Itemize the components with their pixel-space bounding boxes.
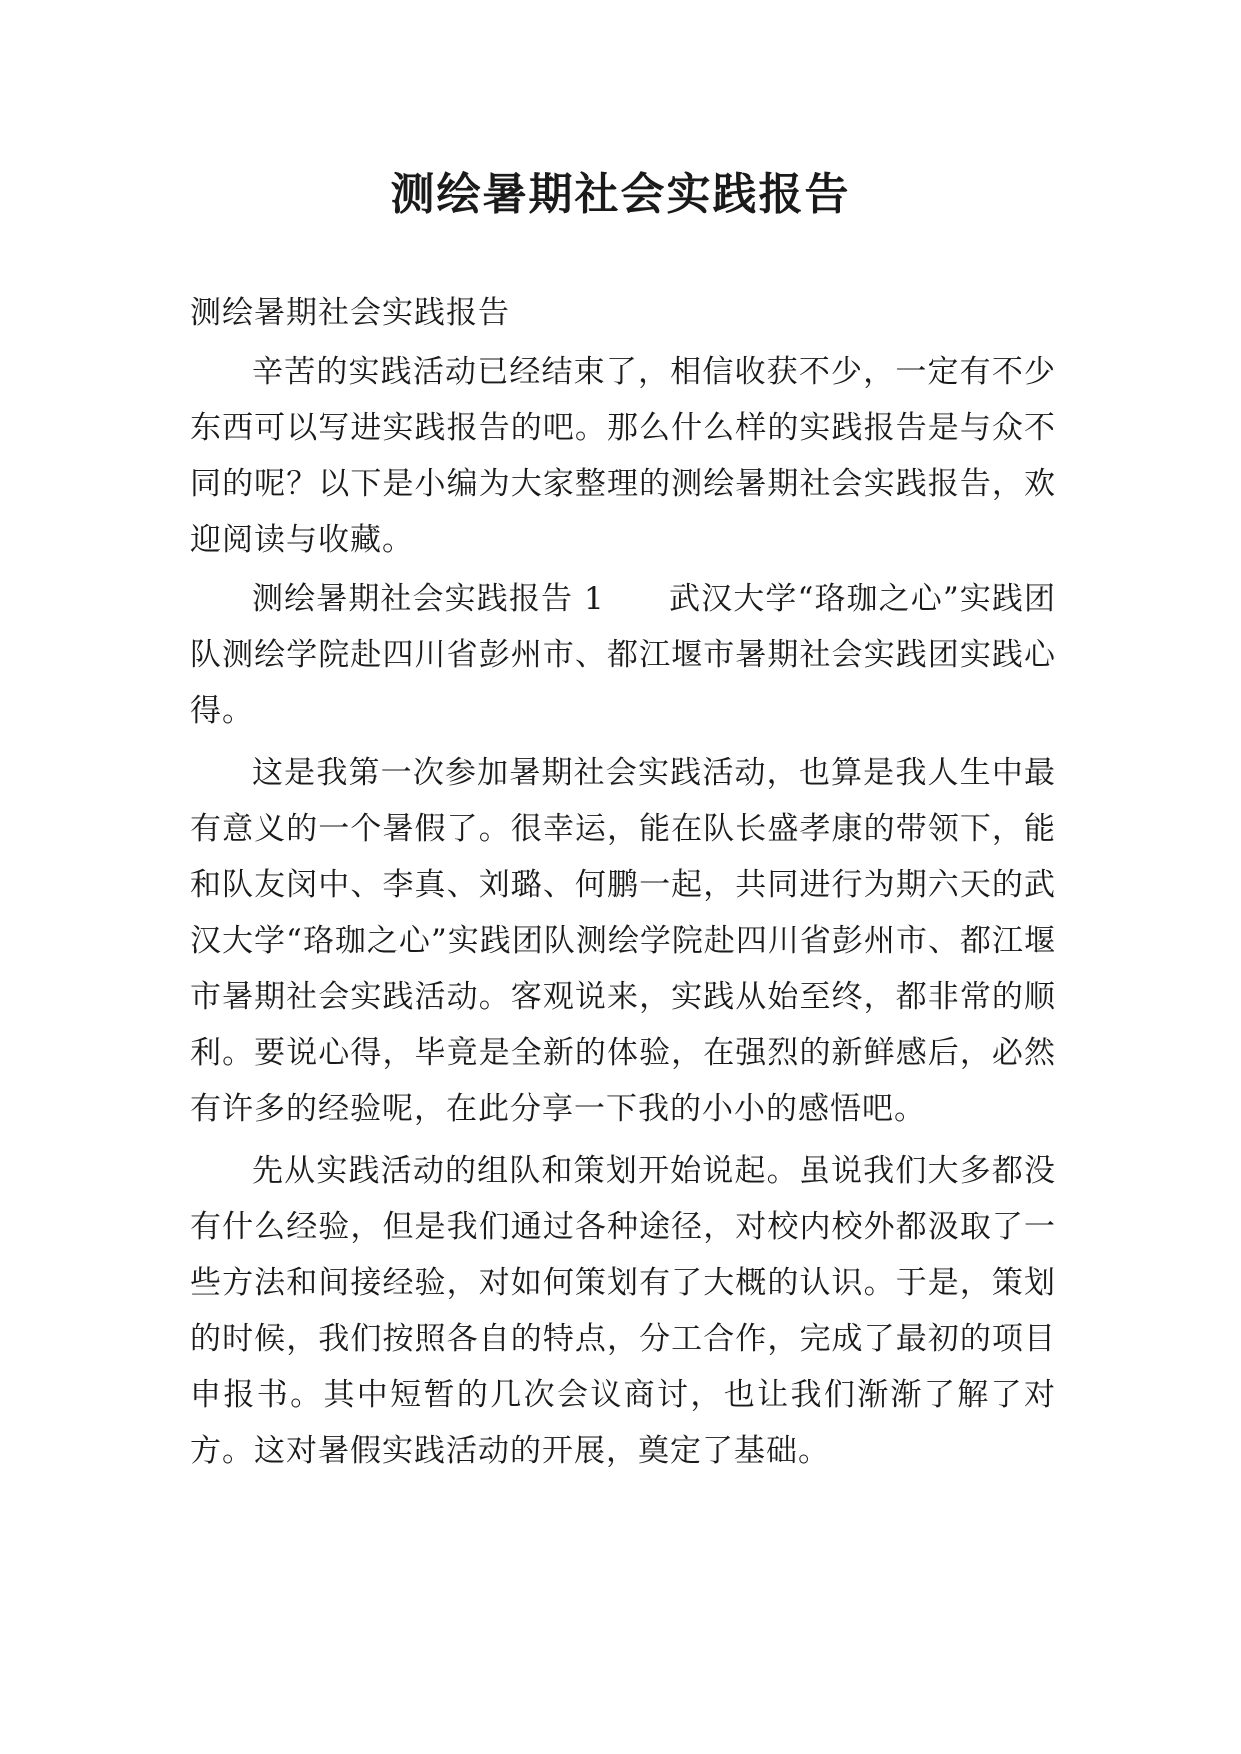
- paragraph-experience: 这是我第一次参加暑期社会实践活动，也算是我人生中最有意义的一个暑假了。很幸运，能在队长盛孝康的带领下，能和队友闵中、李真、刘璐、何鹏一起，共同进行为期六天的武汉大学“珞珈之心”实践团队测绘学院赴四川省彭州市、都江堰市暑期社会实践活动。客观说来，实践从始至终，都非常的顺利。要说心得，毕竟是全新的体验，在强烈的新鲜感后，必然有许多的经验呢，在此分享一下我的小小的感悟吧。: [190, 755, 1056, 1127]
- paragraph-intro: 辛苦的实践活动已经结束了，相信收获不少，一定有不少东西可以写进实践报告的吧。那么什么样的实践报告是与众不同的呢？以下是小编为大家整理的测绘暑期社会实践报告，欢迎阅读与收藏。: [190, 354, 1056, 558]
- paragraph-planning: 先从实践活动的组队和策划开始说起。虽说我们大多都没有什么经验，但是我们通过各种途径，对校内校外都汲取了一些方法和间接经验，对如何策划有了大概的认识。于是，策划的时候，我们按照各自的特点，分工合作，完成了最初的项目申报书。其中短暂的几次会议商讨，也让我们渐渐了解了对方。这对暑假实践活动的开展，奠定了基础。: [190, 1153, 1056, 1469]
- paragraph-report-heading: 测绘暑期社会实践报告 1 武汉大学“珞珈之心”实践团队测绘学院赴四川省彭州市、都江堰市暑期社会实践团实践心得。: [190, 581, 1056, 729]
- document-body: [190, 285, 1056, 1482]
- document-title: 测绘暑期社会实践报告: [390, 169, 851, 220]
- document-subtitle: 测绘暑期社会实践报告: [190, 295, 510, 331]
